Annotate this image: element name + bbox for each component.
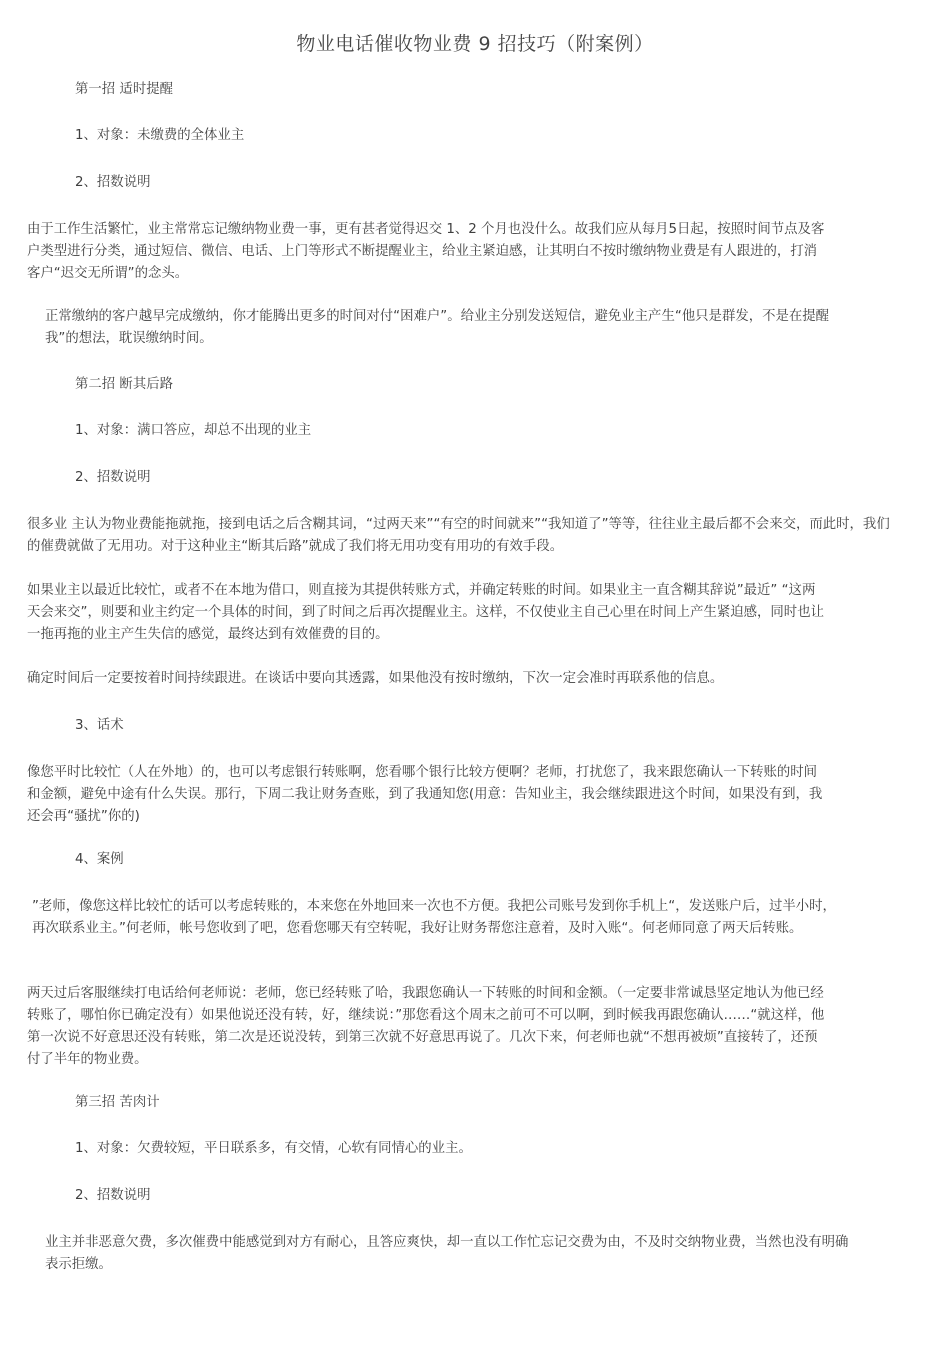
body-paragraph: 像您平时比较忙（人在外地）的，也可以考虑银行转账啊，您看哪个银行比较方便啊？老师，打扰您了，我来跟您确认一下转账的时间和金额，避免中途有什么失误。那行，下周二我让财务查账，到了我通知您(用意：告知业主，我会继续跟进这个时间，如果没有到，我还会再“骚扰”你的) bbox=[27, 765, 823, 824]
body-paragraph: 如果业主以最近比较忙，或者不在本地为借口，则直接为其提供转账方式，并确定转账的时间。如果业主一直含糊其辞说”最近” “这两天会来交”，则要和业主约定一个具体的时间，到了时间之后再次提醒业主。这样，不仅使业主自己心里在时间上产生紧迫感，同时也让一拖再拖的业主产生失信的感觉，最终达到有效催费的目的。 bbox=[27, 583, 824, 642]
subheading: 4、案例 bbox=[75, 852, 124, 867]
body-paragraph: 由于工作生活繁忙，业主常常忘记缴纳物业费一事，更有甚者觉得迟交 1、2 个月也没什么。故我们应从每月5日起，按照时间节点及客户类型进行分类，通过短信、微信、电话、上门等形式不断提醒业主，给业主紧迫感，让其明白不按时缴纳物业费是有人跟进的，打消客户“迟交无所谓”的念头。 bbox=[27, 222, 825, 281]
subheading: 3、话术 bbox=[75, 718, 124, 733]
body-paragraph: 两天过后客服继续打电话给何老师说：老师，您已经转账了哈，我跟您确认一下转账的时间和金额。（一定要非常诚恳坚定地认为他已经转账了，哪怕你已确定没有）如果他说还没有转，好，继续说：”那您看这个周末之前可不可以啊，到时候我再跟您确认……“就这样，他第一次说不好意思还没有转账，第二次是还说没转，到第三次就不好意思再说了。几次下来，何老师也就“不想再被烦”直接转了，还预付了半年的物业费。 bbox=[27, 986, 825, 1067]
body-paragraph: 确定时间后一定要按着时间持续跟进。在谈话中要向其透露，如果他没有按时缴纳，下次一定会准时再联系他的信息。 bbox=[27, 671, 724, 686]
body-paragraph: 正常缴纳的客户越早完成缴纳，你才能腾出更多的时间对付“困难户”。给业主分别发送短信，避免业主产生“他只是群发，不是在提醒我”的想法，耽误缴纳时间。 bbox=[45, 309, 830, 346]
section-heading-2: 第二招 断其后路 bbox=[75, 377, 173, 392]
subheading: 1、对象：满口答应，却总不出现的业主 bbox=[75, 423, 312, 438]
subheading: 2、招数说明 bbox=[75, 175, 151, 190]
body-paragraph: 业主并非恶意欠费，多次催费中能感觉到对方有耐心，且答应爽快，却一直以工作忙忘记交费为由，不及时交纳物业费，当然也没有明确表示拒缴。 bbox=[45, 1235, 849, 1272]
subheading: 2、招数说明 bbox=[75, 1188, 151, 1203]
document-title: 物业电话催收物业费 9 招技巧（附案例） bbox=[296, 33, 654, 55]
subheading: 1、对象：未缴费的全体业主 bbox=[75, 128, 245, 143]
section-heading-1: 第一招 适时提醒 bbox=[75, 82, 173, 97]
body-paragraph: 很多业 主认为物业费能拖就拖，接到电话之后含糊其词，“过两天来”“有空的时间就来”“我知道了”等等，往往业主最后都不会来交，而此时，我们的催费就做了无用功。对于这种业主“断其后路”就成了我们将无用功变有用功的有效手段。 bbox=[27, 517, 890, 554]
subheading: 2、招数说明 bbox=[75, 470, 151, 485]
body-paragraph: ”老师，像您这样比较忙的话可以考虑转账的，本来您在外地回来一次也不方便。我把公司账号发到你手机上“，发送账户后，过半小时，再次联系业主。”何老师，帐号您收到了吧，您看您哪天有空转呢，我好让财务帮您注意着，及时入账“。何老师同意了两天后转账。 bbox=[32, 899, 836, 936]
subheading: 1、对象：欠费较短，平日联系多，有交情，心软有同情心的业主。 bbox=[75, 1141, 472, 1156]
section-heading-3: 第三招 苦肉计 bbox=[75, 1095, 160, 1110]
